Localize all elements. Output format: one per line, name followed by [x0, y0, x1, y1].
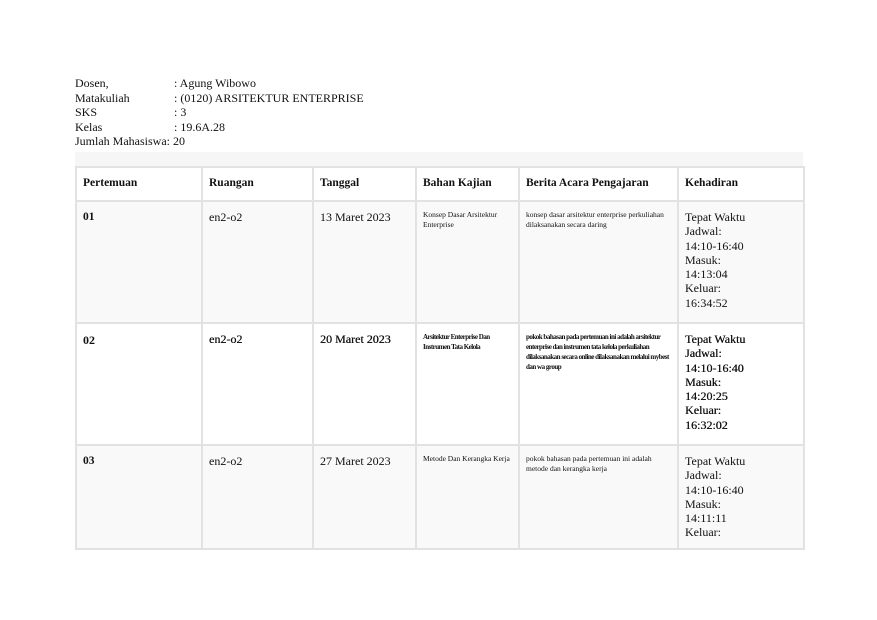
- attendance-table: [75, 166, 805, 550]
- attendance-in-value: 14:20:25: [685, 389, 728, 404]
- table-header-row: [76, 167, 804, 201]
- cell-berita-acara: pokok bahasan pada pertemuan ini adalah metode dan kerangka kerja: [519, 445, 678, 549]
- attendance-status: Tepat Waktu: [685, 332, 746, 346]
- header-kehadiran: Kehadiran: [678, 167, 804, 201]
- header-ruangan: Ruangan: [202, 167, 313, 201]
- info-row-sks: [75, 105, 364, 120]
- cell-pertemuan: 02: [76, 323, 202, 445]
- cell-tanggal: 13 Maret 2023: [313, 201, 416, 323]
- attendance-in-label: Masuk:: [685, 496, 721, 511]
- header-tanggal: Tanggal: [313, 167, 416, 201]
- attendance-schedule-value: 14:10-16:40: [685, 238, 744, 253]
- info-label: Dosen,: [75, 76, 109, 90]
- info-value: : (0120) ARSITEKTUR ENTERPRISE: [174, 90, 364, 105]
- info-label: SKS: [75, 105, 98, 119]
- header-pertemuan: Pertemuan: [76, 167, 202, 201]
- course-info: [75, 76, 364, 149]
- info-row-kelas: [75, 120, 364, 135]
- cell-kehadiran: [678, 201, 804, 323]
- cell-berita-acara: pokok bahasan pada pertemuan ini adalah arsitektur enterprise dan instrumen tata kelola perkuliahan dilaksanakan secara online dilaksanakan melalui mybest dan wa group: [519, 323, 678, 445]
- header-berita-acara: Berita Acara Pengajaran: [519, 167, 678, 201]
- attendance-in-value: 14:13:04: [685, 267, 728, 282]
- cell-bahan-kajian: Metode Dan Kerangka Kerja: [416, 445, 519, 549]
- attendance-in-value: 14:11:11: [685, 511, 727, 526]
- header-bahan-kajian: Bahan Kajian: [416, 167, 519, 201]
- cell-kehadiran: [678, 445, 804, 549]
- cell-ruangan: en2-o2: [202, 323, 313, 445]
- table-row: [76, 201, 804, 323]
- cell-pertemuan: 01: [76, 201, 202, 323]
- info-value: : 20: [166, 134, 185, 148]
- info-label: Jumlah Mahasiswa: [75, 134, 167, 148]
- info-value: : 3: [174, 105, 187, 119]
- attendance-in-label: Masuk:: [685, 252, 721, 267]
- table-row: [76, 323, 804, 445]
- attendance-schedule-label: Jadwal:: [685, 346, 722, 361]
- attendance-status: Tepat Waktu: [685, 210, 746, 224]
- cell-berita-acara: konsep dasar arsitektur enterprise perkuliahan dilaksanakan secara daring: [519, 201, 678, 323]
- info-label: Matakuliah: [75, 90, 130, 105]
- attendance-schedule-label: Jadwal:: [685, 224, 722, 239]
- attendance-out-value: 16:34:52: [685, 295, 728, 310]
- info-row-matakuliah: [75, 91, 364, 106]
- attendance-in-label: Masuk:: [685, 374, 721, 389]
- attendance-status: Tepat Waktu: [685, 454, 746, 468]
- cell-tanggal: 20 Maret 2023: [313, 323, 416, 445]
- info-label: Kelas: [75, 119, 103, 134]
- info-value: : 19.6A.28: [174, 119, 225, 134]
- info-row-dosen: [75, 76, 364, 91]
- info-value: : Agung Wibowo: [174, 76, 256, 90]
- cell-tanggal: 27 Maret 2023: [313, 445, 416, 549]
- table-row: [76, 445, 804, 549]
- cell-kehadiran: [678, 323, 804, 445]
- cell-bahan-kajian: Konsep Dasar Arsitektur Enterprise: [416, 201, 519, 323]
- table-top-band: [75, 152, 803, 166]
- attendance-schedule-value: 14:10-16:40: [685, 360, 744, 375]
- attendance-out-label: Keluar:: [685, 403, 721, 418]
- cell-pertemuan: 03: [76, 445, 202, 549]
- attendance-schedule-value: 14:10-16:40: [685, 482, 744, 497]
- cell-ruangan: en2-o2: [202, 445, 313, 549]
- attendance-schedule-label: Jadwal:: [685, 468, 722, 483]
- cell-ruangan: en2-o2: [202, 201, 313, 323]
- attendance-out-label: Keluar:: [685, 525, 721, 540]
- attendance-table-container: [75, 152, 803, 550]
- info-row-jumlah-mahasiswa: [75, 134, 364, 149]
- attendance-out-label: Keluar:: [685, 281, 721, 296]
- cell-bahan-kajian: Arsitektur Enterprise Dan Instrumen Tata Kelola: [416, 323, 519, 445]
- attendance-out-value: 16:32:02: [685, 417, 728, 432]
